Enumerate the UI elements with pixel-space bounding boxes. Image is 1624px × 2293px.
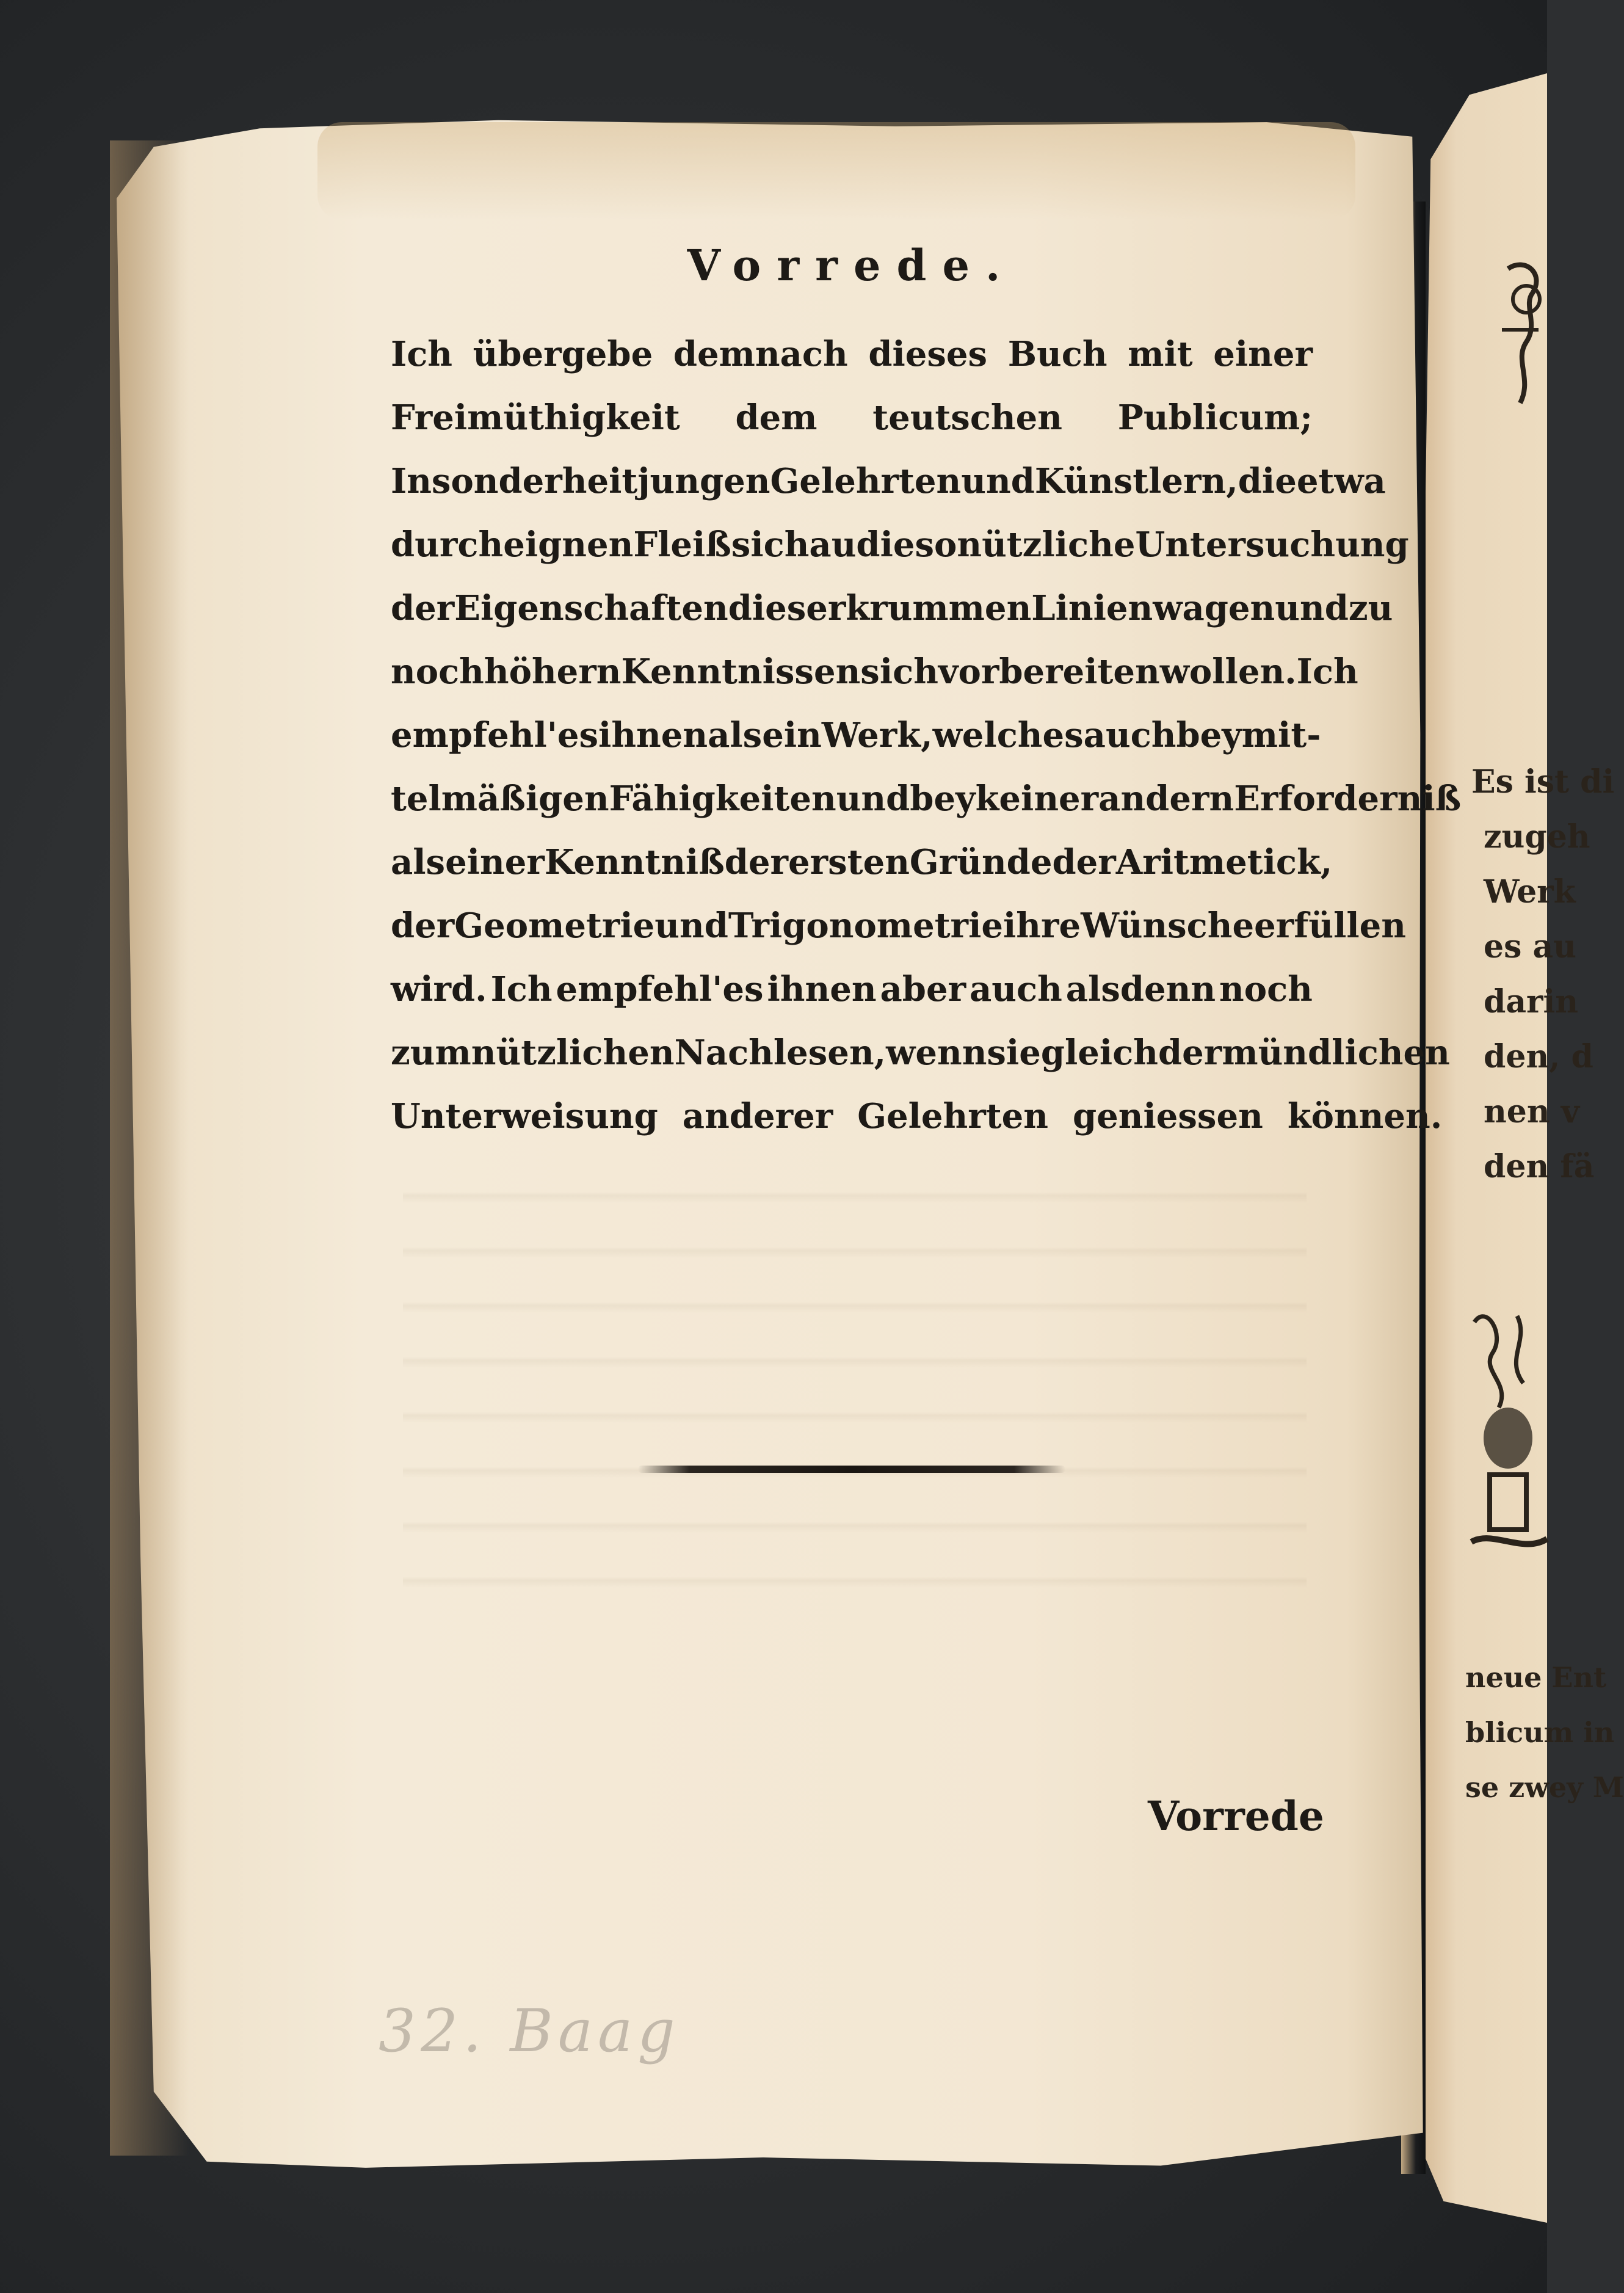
word: Untersuchung bbox=[1135, 525, 1409, 565]
word: einer bbox=[1213, 334, 1313, 374]
word: als bbox=[391, 842, 446, 882]
word: Werk, bbox=[821, 715, 933, 755]
text-line bbox=[391, 322, 1313, 386]
right-page-line-4: es au bbox=[1484, 928, 1576, 965]
text-line bbox=[391, 1085, 1443, 1148]
word: der bbox=[724, 842, 789, 882]
word: und bbox=[961, 461, 1035, 501]
word: und bbox=[836, 779, 910, 819]
text-line bbox=[391, 1021, 1450, 1085]
word: Gelehrten bbox=[857, 1096, 1048, 1136]
text-line bbox=[391, 449, 1386, 513]
word: Trigonometrie bbox=[728, 906, 1003, 946]
ornamental-initial-icon bbox=[1490, 256, 1547, 409]
word: es bbox=[557, 715, 599, 755]
word: Ich bbox=[1296, 652, 1358, 692]
word: durch bbox=[391, 525, 504, 565]
right-page-line-7: nen v bbox=[1484, 1093, 1580, 1130]
word: vorbereiten bbox=[938, 652, 1160, 692]
word: als bbox=[708, 715, 763, 755]
word: können. bbox=[1287, 1096, 1443, 1136]
word: erfüllen bbox=[1254, 906, 1406, 946]
decorative-rule bbox=[638, 1466, 1065, 1473]
word: empfehl'es bbox=[556, 969, 764, 1009]
word: der bbox=[1052, 842, 1116, 882]
word: bey bbox=[1176, 715, 1242, 755]
word: und bbox=[654, 906, 728, 946]
word: dem bbox=[735, 398, 817, 438]
preface-lines bbox=[391, 322, 1462, 1148]
word: Erforderniß bbox=[1234, 779, 1462, 819]
woodcut-vignette-icon bbox=[1462, 1298, 1547, 1572]
word: Künstlern, bbox=[1034, 461, 1238, 501]
right-page-line-6: den, d bbox=[1484, 1038, 1593, 1075]
word: auch bbox=[970, 969, 1062, 1009]
word: mündlichen bbox=[1222, 1033, 1450, 1073]
word: keiner bbox=[975, 779, 1099, 819]
word: Eigenschaften bbox=[454, 588, 728, 628]
word: sich bbox=[860, 652, 938, 692]
word: welches bbox=[932, 715, 1084, 755]
word: alsdenn bbox=[1065, 969, 1216, 1009]
word: und bbox=[1275, 588, 1349, 628]
water-stain bbox=[317, 122, 1355, 220]
word: andern bbox=[1098, 779, 1234, 819]
word: wollen. bbox=[1159, 652, 1297, 692]
text-line bbox=[391, 767, 1462, 830]
text-line bbox=[391, 703, 1321, 767]
page-edge-shadow bbox=[110, 140, 189, 2156]
word: mit bbox=[1128, 334, 1193, 374]
word: zum bbox=[391, 1033, 471, 1073]
pencil-annotation: 32. Baag bbox=[379, 1997, 680, 2065]
show-through-text bbox=[403, 1148, 1307, 1624]
word: Geometrie bbox=[454, 906, 655, 946]
word: der bbox=[391, 906, 455, 946]
word: Ich bbox=[490, 969, 553, 1009]
word: Kenntniß bbox=[544, 842, 725, 882]
word: krummen bbox=[846, 588, 1032, 628]
word: ihre bbox=[1002, 906, 1081, 946]
word: au bbox=[809, 525, 857, 565]
word: wagen bbox=[1153, 588, 1275, 628]
word: empfehl' bbox=[391, 715, 557, 755]
right-page-line-5: darin bbox=[1484, 983, 1579, 1020]
word: Insonderheit bbox=[391, 461, 638, 501]
text-line bbox=[391, 640, 1358, 703]
word: wird. bbox=[391, 969, 487, 1009]
word: ein bbox=[762, 715, 822, 755]
word: sie bbox=[987, 1033, 1041, 1073]
text-line bbox=[391, 513, 1409, 576]
word: teutschen bbox=[872, 398, 1062, 438]
text-line bbox=[391, 958, 1313, 1021]
word: jungen bbox=[637, 461, 770, 501]
word: Buch bbox=[1007, 334, 1107, 374]
word: aber bbox=[880, 969, 966, 1009]
word: höhern bbox=[484, 652, 622, 692]
preface-text-block bbox=[391, 240, 1462, 1148]
word: etwa bbox=[1296, 461, 1386, 501]
word: einer bbox=[445, 842, 545, 882]
word: nützlichen bbox=[471, 1033, 675, 1073]
word: zu bbox=[1348, 588, 1393, 628]
word: Ich bbox=[391, 334, 453, 374]
word: die bbox=[1238, 461, 1297, 501]
word: Unterweisung bbox=[391, 1096, 658, 1136]
word: mit- bbox=[1241, 715, 1321, 755]
right-page-line-10: blicum in bbox=[1465, 1716, 1615, 1749]
right-page-line-2: zugeh bbox=[1484, 818, 1590, 856]
word: Aritmetick, bbox=[1115, 842, 1333, 882]
word: dieses bbox=[868, 334, 988, 374]
word: noch bbox=[1219, 969, 1313, 1009]
word: Kenntnissen bbox=[621, 652, 861, 692]
word: ihnen bbox=[767, 969, 877, 1009]
text-line bbox=[391, 894, 1406, 958]
word: nützliche bbox=[957, 525, 1136, 565]
word: Nachlesen, bbox=[674, 1033, 886, 1073]
catchword: Vorrede bbox=[1148, 1792, 1324, 1840]
word: Freimüthigkeit bbox=[391, 398, 680, 438]
word: wenn bbox=[886, 1033, 987, 1073]
word: Gelehrten bbox=[770, 461, 962, 501]
text-line bbox=[391, 386, 1313, 449]
word: Publicum; bbox=[1117, 398, 1313, 438]
word: die bbox=[856, 525, 915, 565]
text-line bbox=[391, 576, 1393, 640]
right-page-line-8: den fä bbox=[1484, 1148, 1595, 1185]
word: gleich bbox=[1040, 1033, 1159, 1073]
word: noch bbox=[391, 652, 484, 692]
word: Linien bbox=[1031, 588, 1153, 628]
word: eignen bbox=[503, 525, 634, 565]
text-line bbox=[391, 830, 1333, 894]
word: auch bbox=[1083, 715, 1176, 755]
word: ihnen bbox=[598, 715, 708, 755]
word: anderer bbox=[682, 1096, 833, 1136]
word: geniessen bbox=[1073, 1096, 1263, 1136]
word: Fähigkeiten bbox=[609, 779, 836, 819]
word: ersten bbox=[788, 842, 910, 882]
right-page-line-3: Werk bbox=[1484, 873, 1576, 910]
word: der bbox=[391, 588, 455, 628]
word: demnach bbox=[673, 334, 848, 374]
right-page-line-1: Es ist di bbox=[1471, 763, 1615, 801]
word: Fleiß bbox=[633, 525, 731, 565]
word: bey bbox=[910, 779, 976, 819]
word: so bbox=[915, 525, 957, 565]
word: Wünsche bbox=[1081, 906, 1255, 946]
word: der bbox=[1158, 1033, 1222, 1073]
word: übergebe bbox=[473, 334, 653, 374]
word: telmäßigen bbox=[391, 779, 609, 819]
word: dieser bbox=[728, 588, 846, 628]
page-heading: Vorrede. bbox=[687, 240, 1017, 291]
right-page-line-11: se zwey M bbox=[1465, 1771, 1624, 1804]
right-page-line-9: neue Ent bbox=[1465, 1661, 1607, 1694]
word: sich bbox=[731, 525, 810, 565]
word: Gründe bbox=[909, 842, 1053, 882]
